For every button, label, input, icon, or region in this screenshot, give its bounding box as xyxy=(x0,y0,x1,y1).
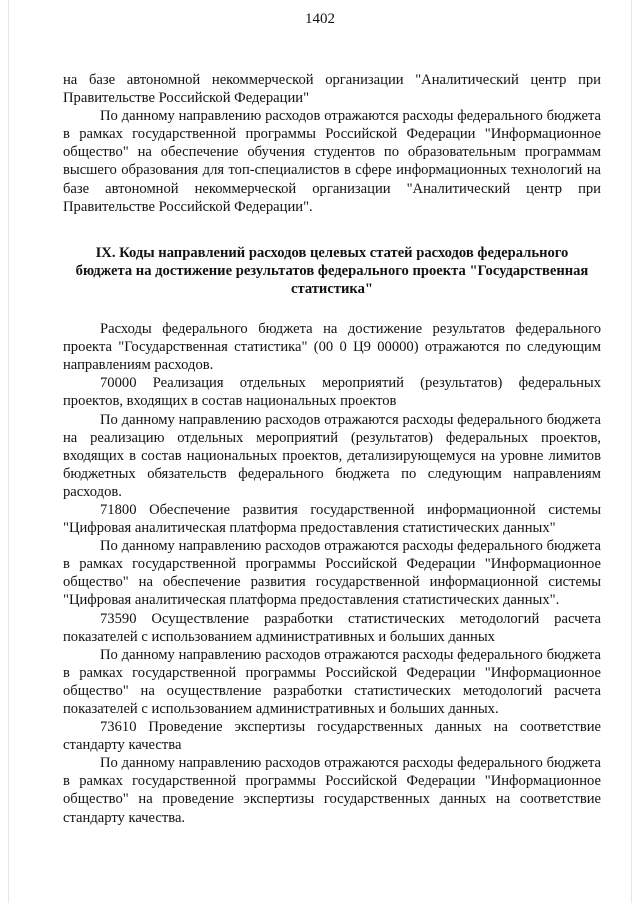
expense-code-item: 73610 Проведение экспертизы государственных данных на соответствие стандарту качества xyxy=(63,719,601,754)
section-heading: IX. Коды направлений расходов целевых статей расходов федерального бюджета на достижение результатов федерального проекта "Государственная статистика" xyxy=(75,244,589,297)
expense-code-item: 73590 Осуществление разработки статистических методологий расчета показателей с использованием административных и больших данных xyxy=(63,610,601,645)
paragraph-continuation: на базе автономной некоммерческой организации "Аналитический центр при Правительстве Российской Федерации" xyxy=(63,72,601,107)
scan-edge-left xyxy=(8,0,9,903)
page-number: 1402 xyxy=(305,11,335,27)
expense-code-item: 70000 Реализация отдельных мероприятий (результатов) федеральных проектов, входящих в состав национальных проектов xyxy=(63,375,601,410)
expense-code-item: 71800 Обеспечение развития государственной информационной системы "Цифровая аналитическая платформа предоставления статистических данных" xyxy=(63,501,601,537)
document-body xyxy=(63,71,601,827)
paragraph: По данному направлению расходов отражаются расходы федерального бюджета в рамках государственной программы Российской Федерации "Информационное общество" на обеспечение развития государственной информационной системы "Цифровая аналитическая платформа предоставления статистических данных". xyxy=(63,538,601,609)
paragraph: По данному направлению расходов отражаются расходы федерального бюджета в рамках государственной программы Российской Федерации "Информационное общество" на осуществление разработки статистических методологий расчета показателей с использованием административных и больших данных. xyxy=(63,646,601,717)
scan-edge-right xyxy=(631,0,632,903)
paragraph: По данному направлению расходов отражаются расходы федерального бюджета в рамках государственной программы Российской Федерации "Информационное общество" на проведение экспертизы государственных данных на соответствие стандарту качества. xyxy=(63,755,601,826)
paragraph: По данному направлению расходов отражаются расходы федерального бюджета в рамках государственной программы Российской Федерации "Информационное общество" на обеспечение обучения студентов по образовательным программам высшего образования для топ-специалистов в сфере информационных технологий на базе автономной некоммерческой организации "Аналитический центр при Правительстве Российской Федерации". xyxy=(63,108,601,215)
paragraph: Расходы федерального бюджета на достижение результатов федерального проекта "Государственная статистика" (00 0 Ц9 00000) отражаются по следующим направлениям расходов. xyxy=(63,321,601,374)
paragraph: По данному направлению расходов отражаются расходы федерального бюджета на реализацию отдельных мероприятий (результатов) федеральных проектов, входящих в состав национальных проектов, детализирующемуся на уровне лимитов бюджетных обязательств федерального бюджета по следующим направлениям расходов. xyxy=(63,411,601,500)
